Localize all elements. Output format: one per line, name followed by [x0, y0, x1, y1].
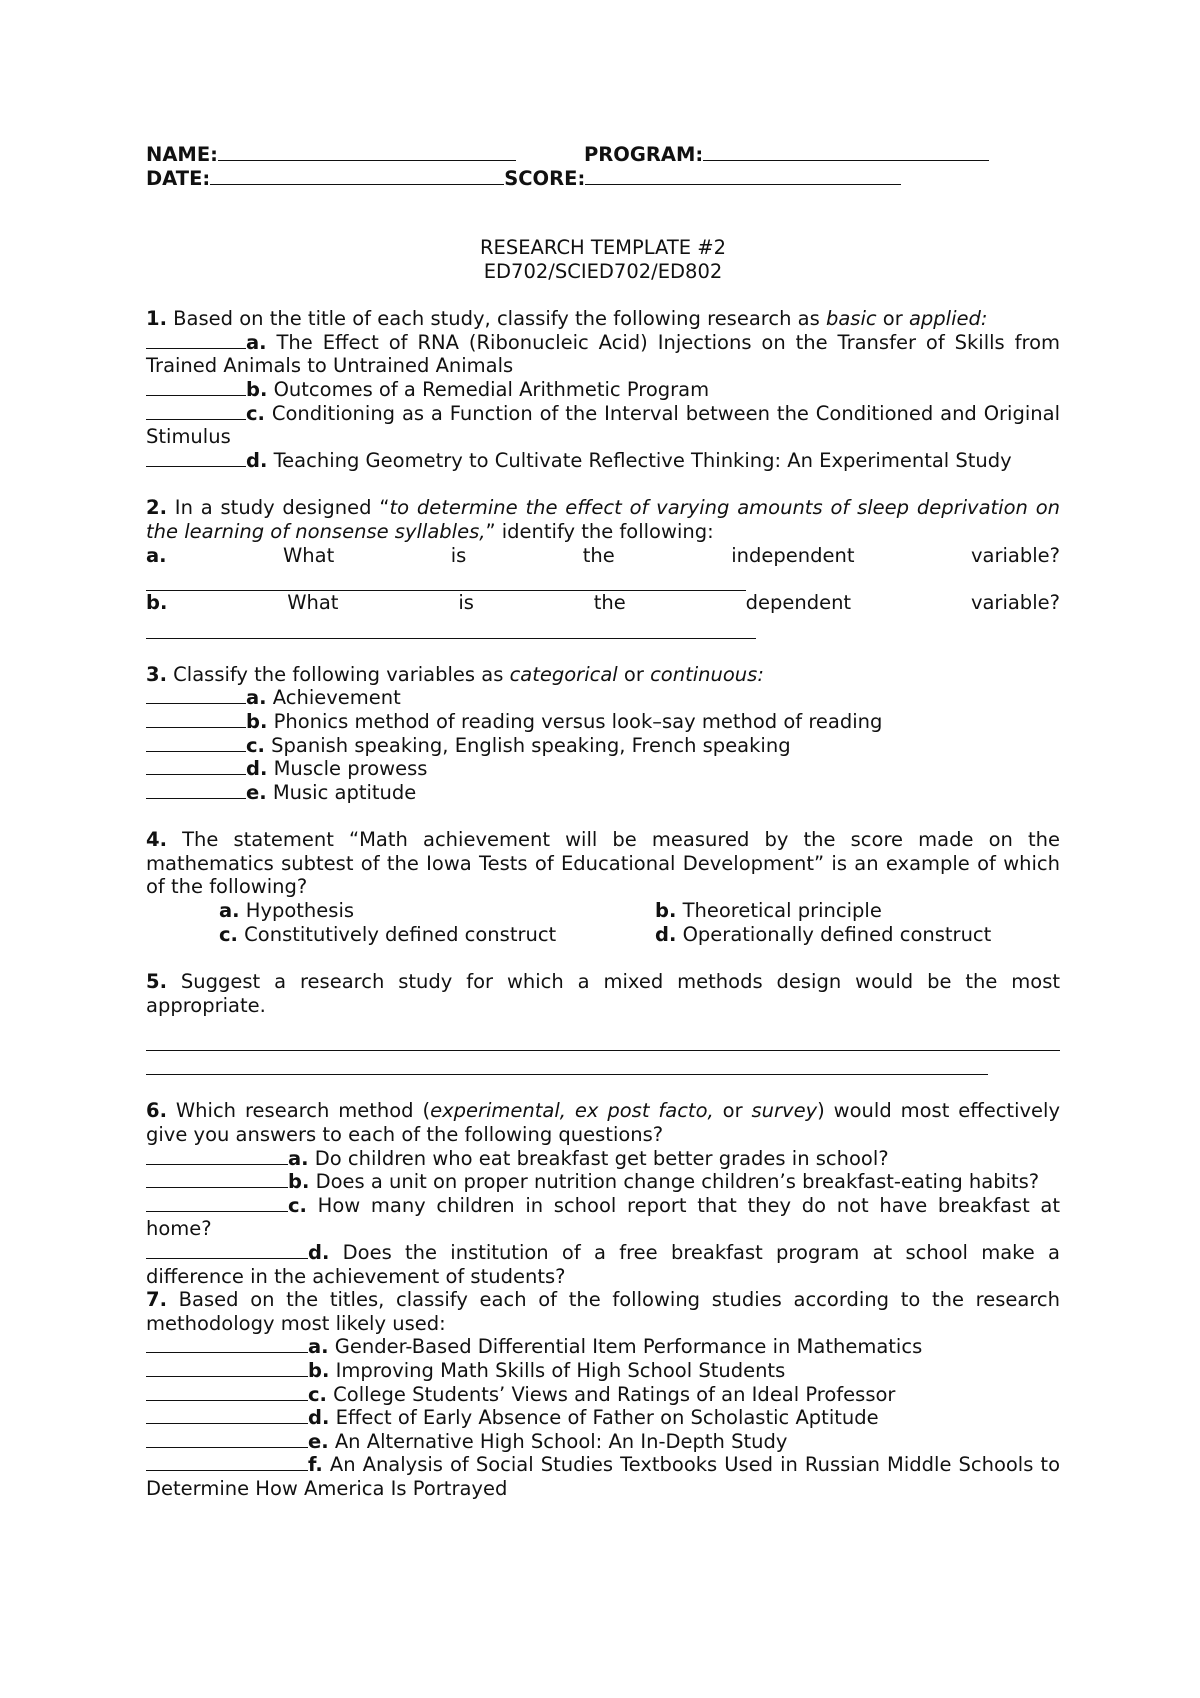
q7-item-c	[146, 1383, 1060, 1407]
item-text: An Alternative High School: An In-Depth Study	[328, 1429, 788, 1453]
name-label: NAME:	[146, 143, 218, 166]
answer-blank[interactable]	[146, 1241, 308, 1259]
answer-blank[interactable]	[146, 734, 246, 752]
question-emphasis: to determine the effect of varying amounts of sleep deprivation on the learning of nonsense syllables,	[146, 496, 1060, 543]
spacer	[146, 283, 1060, 307]
item-word: is	[458, 591, 474, 615]
item-letter: a.	[288, 1146, 309, 1170]
choice-d[interactable]	[655, 923, 1060, 947]
item-letter: f.	[308, 1453, 323, 1477]
choice-text: Operationally defined construct	[676, 922, 992, 946]
answer-blank[interactable]	[146, 757, 246, 775]
q4-choices	[146, 899, 1060, 946]
answer-blank[interactable]	[146, 1170, 288, 1188]
question-number: 3.	[146, 662, 167, 686]
choice-a[interactable]	[219, 899, 655, 923]
item-letter: b.	[146, 591, 168, 615]
score-label: SCORE:	[504, 167, 586, 190]
question-3	[146, 663, 1060, 687]
item-letter: b.	[288, 1170, 310, 1194]
question-7	[146, 1288, 1060, 1335]
choice-b[interactable]	[655, 899, 1060, 923]
item-text: How many children in school report that they do not have breakfast at home?	[146, 1193, 1060, 1241]
item-letter: d.	[246, 448, 268, 472]
choice-letter: b.	[655, 899, 677, 923]
q6-item-a	[146, 1147, 1060, 1171]
q3-item-d	[146, 757, 1060, 781]
spacer	[146, 639, 1060, 663]
answer-blank[interactable]	[146, 1335, 308, 1353]
item-letter: b.	[246, 377, 268, 401]
header-row-date	[146, 166, 1060, 190]
spacer	[146, 1017, 1060, 1027]
item-letter: b.	[308, 1358, 330, 1382]
question-number: 5.	[146, 970, 167, 994]
question-5	[146, 970, 1060, 1017]
item-text: The Effect of RNA (Ribonucleic Acid) Injections on the Transfer of Skills from Trained Animals to Untrained Animals	[146, 330, 1060, 378]
answer-blank[interactable]	[146, 331, 246, 349]
question-text: Suggest a research study for which a mixed methods design would be the most appropriate.	[146, 970, 1060, 1017]
item-word: is	[450, 543, 467, 567]
name-blank[interactable]	[218, 142, 516, 161]
item-word: variable?	[970, 543, 1060, 567]
q6-item-b	[146, 1170, 1060, 1194]
header-row-name	[146, 142, 1060, 166]
answer-blank[interactable]	[146, 402, 246, 420]
question-text: Which research method (	[166, 1099, 431, 1123]
item-text: Muscle prowess	[267, 757, 428, 781]
answer-blank[interactable]	[146, 1359, 308, 1377]
choice-c[interactable]	[219, 923, 655, 947]
item-text: Outcomes of a Remedial Arithmetic Program	[267, 377, 710, 401]
item-text: Conditioning as a Function of the Interval between the Conditioned and Original Stimulus	[146, 401, 1060, 449]
q2-answer-line-b[interactable]	[146, 615, 756, 639]
q2-answer-line-a[interactable]	[146, 567, 746, 591]
question-text: Based on the title of each study, classify the following research as	[166, 307, 826, 331]
score-blank[interactable]	[585, 166, 901, 185]
question-2	[146, 496, 1060, 543]
item-text: College Students’ Views and Ratings of an Ideal Professor	[326, 1382, 896, 1406]
question-emphasis: categorical	[509, 662, 618, 686]
q5-answer-line-1[interactable]	[146, 1027, 1060, 1051]
question-number: 1.	[146, 307, 167, 331]
question-text: or	[876, 307, 909, 331]
worksheet-page	[146, 142, 1060, 1501]
choice-letter: d.	[655, 922, 677, 946]
answer-blank[interactable]	[146, 1383, 308, 1401]
answer-blank[interactable]	[146, 710, 246, 728]
answer-blank[interactable]	[146, 378, 246, 396]
q3-item-b	[146, 710, 1060, 734]
item-word: What	[283, 543, 335, 567]
question-emphasis: experimental, ex post facto,	[430, 1099, 714, 1123]
q6-item-c	[146, 1194, 1060, 1241]
question-text: Classify the following variables as	[166, 662, 510, 686]
question-text: or	[713, 1099, 752, 1123]
item-text: Effect of Early Absence of Father on Scholastic Aptitude	[329, 1406, 879, 1430]
q1-item-d	[146, 449, 1060, 473]
q7-item-d	[146, 1406, 1060, 1430]
item-text: Gender-Based Differential Item Performance in Mathematics	[328, 1335, 923, 1359]
question-emphasis: basic	[825, 307, 877, 331]
item-letter: e.	[246, 780, 267, 804]
item-letter: c.	[308, 1382, 327, 1406]
item-text: Does the institution of a free breakfast program at school make a difference in the achievement of students?	[146, 1241, 1060, 1288]
title-line-1: RESEARCH TEMPLATE #2	[479, 236, 727, 259]
item-word: independent	[731, 543, 855, 567]
answer-blank[interactable]	[146, 449, 246, 467]
choice-letter: a.	[219, 899, 240, 923]
item-letter: a.	[246, 686, 267, 710]
answer-blank[interactable]	[146, 1430, 308, 1448]
q2-part-b	[146, 591, 1060, 615]
answer-blank[interactable]	[146, 1147, 288, 1165]
item-text: Spanish speaking, English speaking, French speaking	[264, 733, 791, 757]
question-text: or	[617, 662, 651, 686]
item-letter: c.	[246, 733, 265, 757]
q7-item-f	[146, 1453, 1060, 1500]
question-emphasis: applied:	[908, 307, 988, 331]
question-text: ” identify the following:	[485, 519, 714, 543]
question-4	[146, 828, 1060, 899]
item-text: Achievement	[266, 686, 401, 710]
q1-item-c	[146, 402, 1060, 449]
choice-letter: c.	[219, 922, 238, 946]
spacer	[146, 1075, 1060, 1099]
choice-text: Theoretical principle	[676, 899, 882, 923]
spacer	[146, 472, 1060, 496]
spacer	[146, 946, 1060, 970]
q7-item-e	[146, 1430, 1060, 1454]
item-letter: b.	[246, 709, 268, 733]
question-emphasis: survey	[751, 1099, 818, 1123]
item-letter: e.	[308, 1429, 329, 1453]
item-letter: d.	[246, 757, 268, 781]
question-text: In a study designed “	[166, 496, 390, 520]
question-text: ) would most effectively give you answers to each of the following questions?	[146, 1099, 1060, 1147]
question-1	[146, 307, 1060, 331]
q3-item-c	[146, 734, 1060, 758]
item-letter: c.	[246, 401, 265, 425]
choice-text: Constitutively defined construct	[237, 922, 557, 946]
choice-text: Hypothesis	[239, 899, 355, 923]
q2-part-a	[146, 544, 1060, 568]
item-text: Improving Math Skills of High School Students	[329, 1358, 786, 1382]
q3-item-e	[146, 781, 1060, 805]
item-text: Does a unit on proper nutrition change children’s breakfast-eating habits?	[309, 1170, 1040, 1194]
question-text: The statement “Math achievement will be measured by the score made on the mathematics subtest of the Iowa Tests of Educational Development” is an example of which of the following?	[146, 828, 1060, 899]
q6-item-d	[146, 1241, 1060, 1288]
program-label: PROGRAM:	[584, 143, 704, 166]
answer-blank[interactable]	[146, 781, 246, 799]
question-number: 4.	[146, 828, 167, 852]
q7-item-a	[146, 1335, 1060, 1359]
question-emphasis: continuous:	[650, 662, 764, 686]
question-6	[146, 1099, 1060, 1146]
item-letter: d.	[308, 1406, 330, 1430]
question-number: 6.	[146, 1099, 167, 1123]
spacer	[146, 804, 1060, 828]
item-text: Teaching Geometry to Cultivate Reflective Thinking: An Experimental Study	[267, 448, 1012, 472]
item-letter: a.	[308, 1335, 329, 1359]
program-blank[interactable]	[703, 142, 989, 161]
question-text: Based on the titles, classify each of the following studies according to the research methodology most likely used:	[146, 1288, 1060, 1335]
date-label: DATE:	[146, 167, 211, 190]
q1-item-a	[146, 331, 1060, 378]
document-title	[146, 236, 1060, 283]
item-letter: d.	[308, 1241, 330, 1264]
answer-blank[interactable]	[146, 686, 246, 704]
q1-item-b	[146, 378, 1060, 402]
item-word: dependent	[745, 591, 852, 615]
item-word: the	[582, 543, 615, 567]
answer-blank[interactable]	[146, 1453, 308, 1471]
q5-answer-line-2[interactable]	[146, 1051, 988, 1075]
item-text: Music aptitude	[266, 780, 417, 804]
item-letter: a.	[246, 330, 267, 354]
item-word: What	[287, 591, 339, 615]
question-number: 7.	[146, 1288, 167, 1312]
q3-item-a	[146, 686, 1060, 710]
answer-blank[interactable]	[146, 1406, 308, 1424]
item-text: Do children who eat breakfast get better grades in school?	[308, 1146, 889, 1170]
item-word: variable?	[970, 591, 1060, 615]
item-text: An Analysis of Social Studies Textbooks Used in Russian Middle Schools to Determine How America Is Portrayed	[146, 1453, 1060, 1500]
item-letter: a.	[146, 543, 167, 567]
date-blank[interactable]	[210, 166, 504, 185]
q7-item-b	[146, 1359, 1060, 1383]
question-number: 2.	[146, 496, 167, 520]
answer-blank[interactable]	[146, 1194, 288, 1212]
title-line-2: ED702/SCIED702/ED802	[483, 259, 723, 283]
item-word: the	[593, 591, 626, 615]
item-letter: c.	[288, 1193, 307, 1217]
item-text: Phonics method of reading versus look–say method of reading	[267, 709, 883, 733]
